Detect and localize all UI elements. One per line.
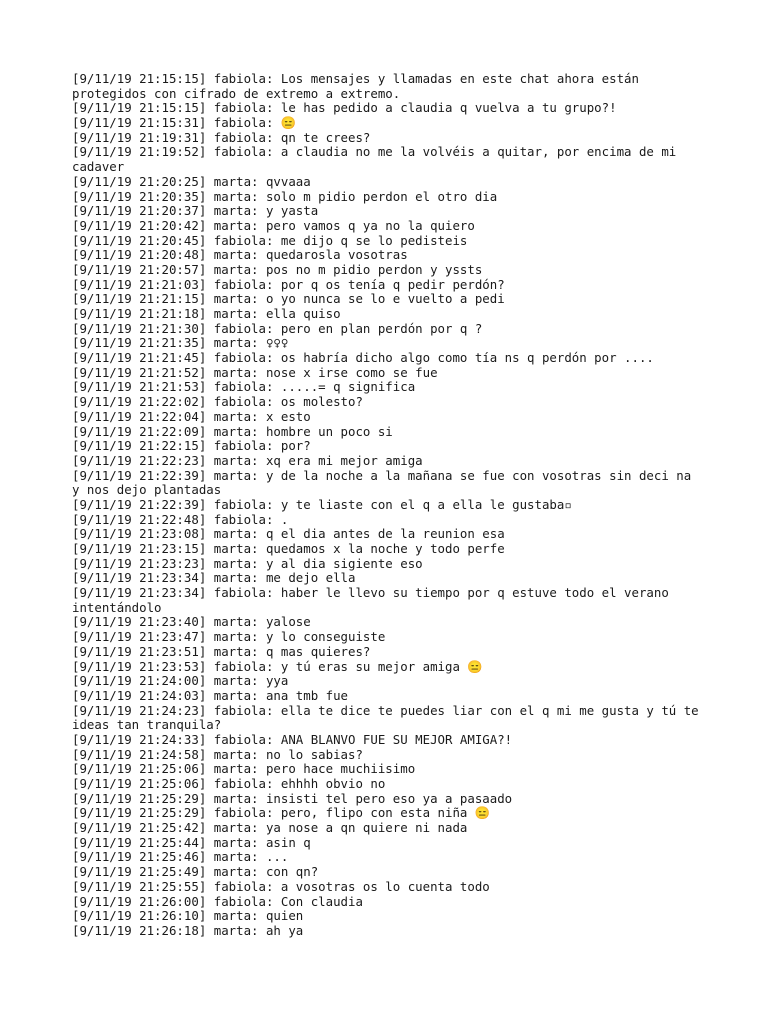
chat-line: [9/11/19 21:26:00] fabiola: Con claudia <box>72 893 363 909</box>
chat-line: [9/11/19 21:22:39] fabiola: y te liaste con el q a ella le gustaba▫ <box>72 496 572 512</box>
chat-line: [9/11/19 21:19:52] fabiola: a claudia no me la volvéis a quitar, por encima de mi cadaver <box>72 144 684 175</box>
chat-line: [9/11/19 21:21:03] fabiola: por q os tenía q pedir perdón? <box>72 276 505 292</box>
chat-line: [9/11/19 21:25:29] marta: insisti tel pero eso ya a pasaado <box>72 790 513 806</box>
chat-line: [9/11/19 21:24:58] marta: no lo sabias? <box>72 746 363 762</box>
chat-line: [9/11/19 21:23:34] marta: me dejo ella <box>72 570 356 586</box>
document-page <box>72 71 707 939</box>
chat-line: [9/11/19 21:25:55] fabiola: a vosotras os lo cuenta todo <box>72 878 490 894</box>
chat-line: [9/11/19 21:23:08] marta: q el dia antes de la reunion esa <box>72 526 505 542</box>
chat-line: [9/11/19 21:23:23] marta: y al dia sigiente eso <box>72 555 423 571</box>
chat-line: [9/11/19 21:22:48] fabiola: . <box>72 511 289 527</box>
chat-line: [9/11/19 21:20:37] marta: y yasta <box>72 203 319 219</box>
chat-log <box>72 71 707 939</box>
chat-line: [9/11/19 21:21:15] marta: o yo nunca se lo e vuelto a pedi <box>72 291 505 307</box>
chat-line: [9/11/19 21:23:53] fabiola: y tú eras su mejor amiga 😑 <box>72 658 483 674</box>
chat-line: [9/11/19 21:23:34] fabiola: haber le llevo su tiempo por q estuve todo el verano intentándolo <box>72 585 677 615</box>
chat-line: [9/11/19 21:20:48] marta: quedarosla vosotras <box>72 247 408 263</box>
chat-line: [9/11/19 21:23:51] marta: q mas quieres? <box>72 643 371 659</box>
chat-line: [9/11/19 21:22:39] marta: y de la noche a la mañana se fue con vosotras sin deci na y nos dejo plantadas <box>72 467 699 498</box>
chat-line: [9/11/19 21:21:30] fabiola: pero en plan perdón por q ? <box>72 320 483 336</box>
chat-line: [9/11/19 21:22:04] marta: x esto <box>72 408 311 424</box>
chat-line: [9/11/19 21:25:29] fabiola: pero, flipo con esta niña 😑 <box>72 805 491 821</box>
chat-line: [9/11/19 21:21:45] fabiola: os habría dicho algo como tía ns q perdón por .... <box>72 350 654 366</box>
chat-line: [9/11/19 21:21:35] marta: ♀♀♀ <box>72 335 289 351</box>
chat-line: [9/11/19 21:20:42] marta: pero vamos q ya no la quiero <box>72 217 475 233</box>
chat-line: [9/11/19 21:22:15] fabiola: por? <box>72 438 311 454</box>
chat-line: [9/11/19 21:24:33] fabiola: ANA BLANVO FUE SU MEJOR AMIGA?! <box>72 731 513 747</box>
chat-line: [9/11/19 21:22:02] fabiola: os molesto? <box>72 394 363 410</box>
chat-line: [9/11/19 21:15:15] fabiola: le has pedido a claudia q vuelva a tu grupo?! <box>72 100 617 116</box>
chat-line: [9/11/19 21:25:44] marta: asin q <box>72 834 311 850</box>
chat-line: [9/11/19 21:20:35] marta: solo m pidio perdon el otro dia <box>72 188 498 204</box>
chat-line: [9/11/19 21:24:23] fabiola: ella te dice te puedes liar con el q mi me gusta y tú te ideas tan tranquila? <box>72 702 707 733</box>
chat-line: [9/11/19 21:23:40] marta: yalose <box>72 614 311 630</box>
chat-line: [9/11/19 21:21:18] marta: ella quiso <box>72 306 341 321</box>
chat-line: [9/11/19 21:21:53] fabiola: .....= q significa <box>72 379 416 395</box>
chat-line: [9/11/19 21:15:31] fabiola: 😑 <box>72 115 297 131</box>
chat-line: [9/11/19 21:25:46] marta: ... <box>72 849 289 865</box>
chat-line: [9/11/19 21:20:45] fabiola: me dijo q se lo pedisteis <box>72 232 468 248</box>
chat-line: [9/11/19 21:23:15] marta: quedamos x la noche y todo perfe <box>72 541 505 556</box>
chat-line: [9/11/19 21:19:31] fabiola: qn te crees? <box>72 129 371 145</box>
chat-line: [9/11/19 21:26:10] marta: quien <box>72 908 304 924</box>
chat-line: [9/11/19 21:25:49] marta: con qn? <box>72 864 319 880</box>
chat-line: [9/11/19 21:26:18] marta: ah ya <box>72 922 304 938</box>
chat-line: [9/11/19 21:25:42] marta: ya nose a qn quiere ni nada <box>72 820 468 836</box>
chat-line: [9/11/19 21:24:03] marta: ana tmb fue <box>72 687 349 703</box>
chat-line: [9/11/19 21:25:06] fabiola: ehhhh obvio no <box>72 776 386 791</box>
chat-line: [9/11/19 21:22:09] marta: hombre un poco si <box>72 423 393 439</box>
chat-line: [9/11/19 21:25:06] marta: pero hace muchiisimo <box>72 761 416 777</box>
chat-line: [9/11/19 21:20:57] marta: pos no m pidio perdon y yssts <box>72 261 483 277</box>
chat-line: [9/11/19 21:22:23] marta: xq era mi mejor amiga <box>72 452 423 468</box>
chat-line: [9/11/19 21:15:15] fabiola: Los mensajes y llamadas en este chat ahora están protegidos con cifrado de extremo a extremo. <box>72 71 647 101</box>
chat-line: [9/11/19 21:23:47] marta: y lo conseguiste <box>72 629 386 645</box>
chat-line: [9/11/19 21:21:52] marta: nose x irse como se fue <box>72 364 438 380</box>
chat-line: [9/11/19 21:20:25] marta: qvvaaa <box>72 173 311 189</box>
chat-line: [9/11/19 21:24:00] marta: yya <box>72 673 289 689</box>
